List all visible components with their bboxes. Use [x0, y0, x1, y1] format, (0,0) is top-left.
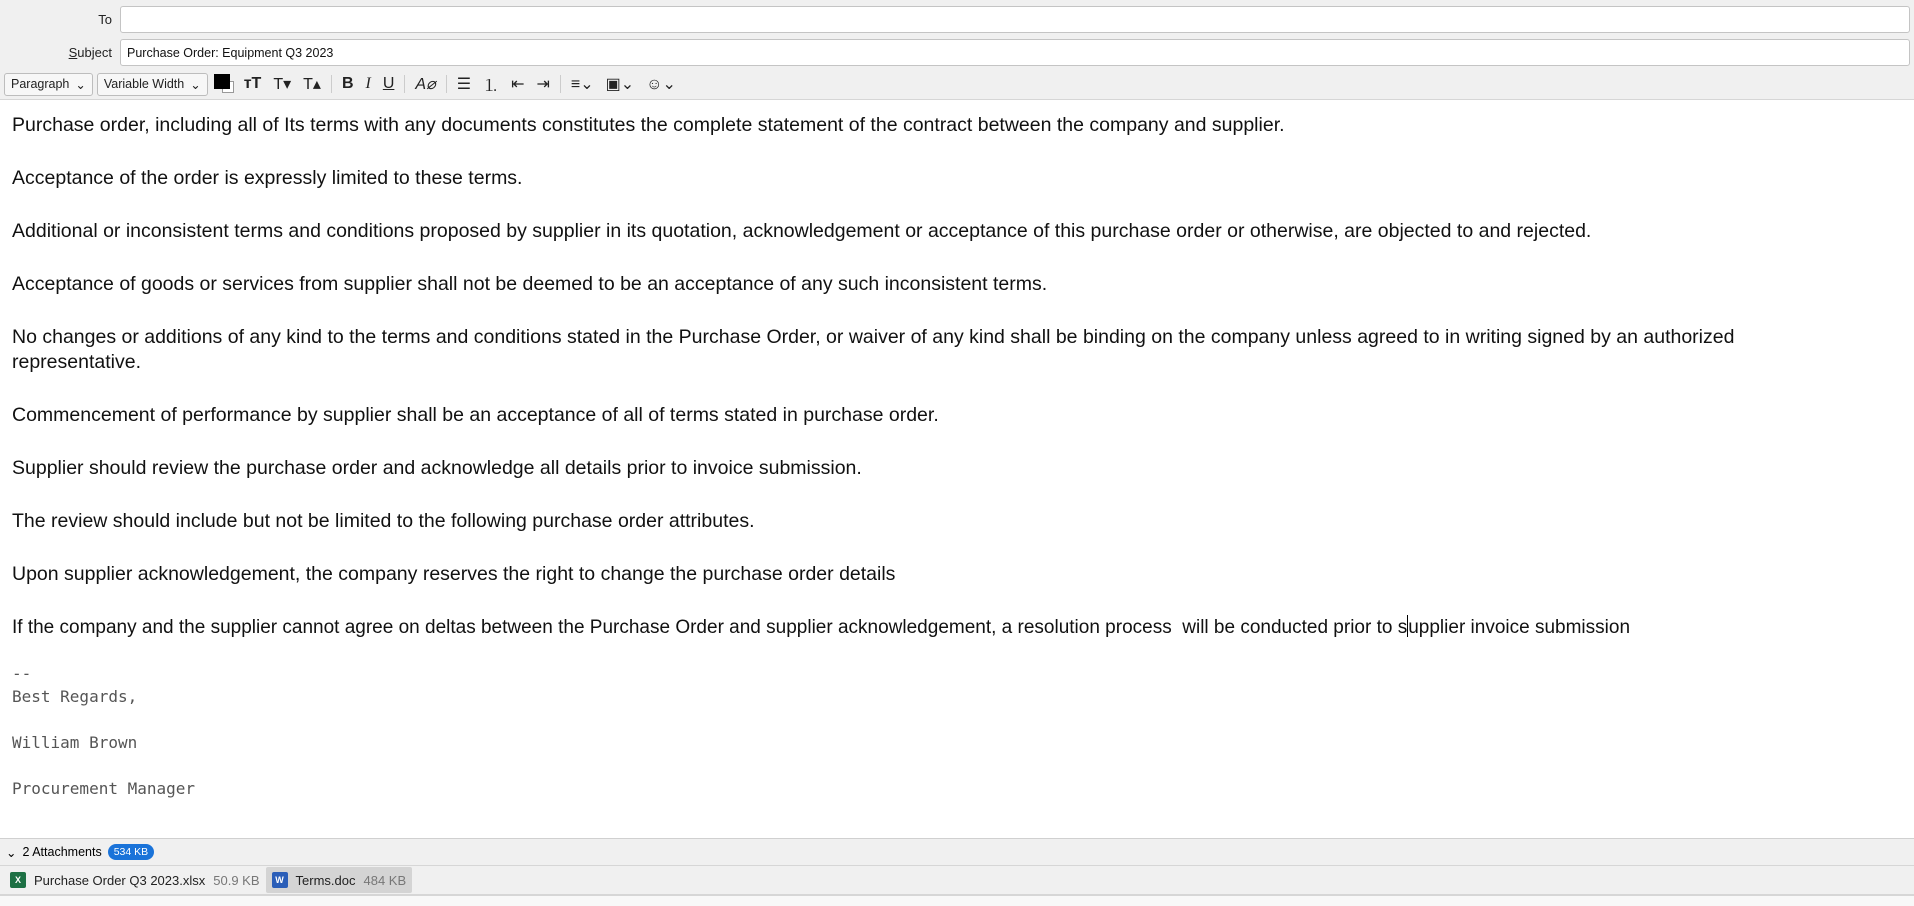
- font-size-reset-icon[interactable]: тT: [243, 75, 262, 92]
- divider: [560, 75, 561, 93]
- subject-label: Subject: [68, 45, 112, 60]
- subject-row: [0, 39, 1914, 66]
- body-paragraph: The review should include but not be limited to the following purchase order attributes.: [12, 510, 755, 532]
- body-paragraph: Upon supplier acknowledgement, the company reserves the right to change the purchase order details: [12, 563, 896, 585]
- signature-separator: --: [12, 664, 32, 683]
- to-input[interactable]: [120, 6, 1910, 33]
- larger-text-icon[interactable]: T▴: [303, 76, 321, 93]
- text-after-caret: upplier invoice submission: [1408, 617, 1631, 638]
- italic-icon[interactable]: I: [365, 75, 371, 92]
- emoji-icon[interactable]: ☺⌄: [646, 76, 676, 93]
- body-paragraph: Supplier should review the purchase order and acknowledge all details prior to invoice submission.: [12, 457, 862, 479]
- indent-icon[interactable]: ⇥: [536, 76, 550, 93]
- body-paragraph: Purchase order, including all of Its terms with any documents constitutes the complete statement of the contract between the company and supplier.: [12, 114, 1285, 136]
- body-paragraph: No changes or additions of any kind to the terms and conditions stated in the Purchase Order, or waiver of any kind shall be binding on the company unless agreed to in writing signed by an authorized representative.: [12, 326, 1735, 373]
- attachment-list: [0, 866, 1914, 896]
- bottom-strip: [0, 896, 1914, 906]
- chevron-down-icon[interactable]: ⌄: [6, 845, 17, 860]
- bold-icon[interactable]: B: [341, 75, 354, 92]
- body-paragraph: [12, 615, 1902, 640]
- chevron-down-icon: ⌄: [190, 77, 201, 92]
- numbered-list-icon[interactable]: ⒈: [483, 77, 500, 95]
- to-label: To: [98, 12, 112, 27]
- word-icon: W: [272, 872, 288, 888]
- attachments-size-badge: 534 KB: [108, 844, 154, 860]
- body-paragraph: Additional or inconsistent terms and conditions proposed by supplier in its quotation, acknowledgement or acceptance of this purchase order or otherwise, are objected to and rejected.: [12, 220, 1592, 242]
- attachments-bar[interactable]: [0, 838, 1914, 866]
- body-paragraph: Commencement of performance by supplier shall be an acceptance of all of terms stated in purchase order.: [12, 404, 939, 426]
- excel-icon: X: [10, 872, 26, 888]
- body-paragraph: Acceptance of goods or services from supplier shall not be deemed to be an acceptance of any such inconsistent terms.: [12, 273, 1048, 295]
- outdent-icon[interactable]: ⇤: [511, 76, 525, 93]
- paragraph-format-value: Paragraph: [11, 77, 70, 91]
- text-color-swatch[interactable]: [214, 74, 230, 89]
- signature-line: Procurement Manager: [12, 779, 196, 798]
- bulleted-list-icon[interactable]: ☰: [456, 76, 472, 93]
- smaller-text-icon[interactable]: T▾: [273, 76, 292, 93]
- signature: [12, 662, 1902, 800]
- divider: [404, 75, 405, 93]
- to-row: [0, 6, 1914, 33]
- clear-formatting-icon[interactable]: A⌀: [415, 76, 436, 93]
- body-paragraph: Acceptance of the order is expressly limited to these terms.: [12, 167, 523, 189]
- attachment-name: Purchase Order Q3 2023.xlsx: [34, 872, 206, 888]
- attachment-item[interactable]: [266, 867, 413, 893]
- insert-image-icon[interactable]: ▣⌄: [605, 76, 635, 93]
- text-color-button[interactable]: [212, 73, 236, 95]
- attachment-size: 50.9 KB: [213, 872, 260, 888]
- font-select[interactable]: [97, 73, 208, 96]
- signature-line: William Brown: [12, 733, 138, 752]
- divider: [446, 75, 447, 93]
- format-toolbar: [4, 72, 680, 96]
- attachment-size: 484 KB: [363, 872, 407, 888]
- chevron-down-icon: ⌄: [75, 77, 86, 92]
- underline-icon[interactable]: U: [382, 75, 395, 92]
- compose-header: [0, 0, 1914, 100]
- font-value: Variable Width: [103, 77, 185, 91]
- subject-input[interactable]: Purchase Order: Equipment Q3 2023: [120, 39, 1910, 66]
- paragraph-format-select[interactable]: [4, 73, 93, 96]
- attachments-count: 2 Attachments: [22, 845, 102, 859]
- divider: [331, 75, 332, 93]
- attachment-item[interactable]: [4, 867, 266, 893]
- text-before-caret: If the company and the supplier cannot agree on deltas between the Purchase Order and supplier acknowledgement, a resolution process will be conducted prior to s: [12, 617, 1408, 638]
- attachment-name: Terms.doc: [295, 872, 356, 888]
- align-icon[interactable]: ≡⌄: [570, 76, 594, 93]
- message-body[interactable]: [0, 100, 1914, 838]
- signature-line: Best Regards,: [12, 687, 138, 706]
